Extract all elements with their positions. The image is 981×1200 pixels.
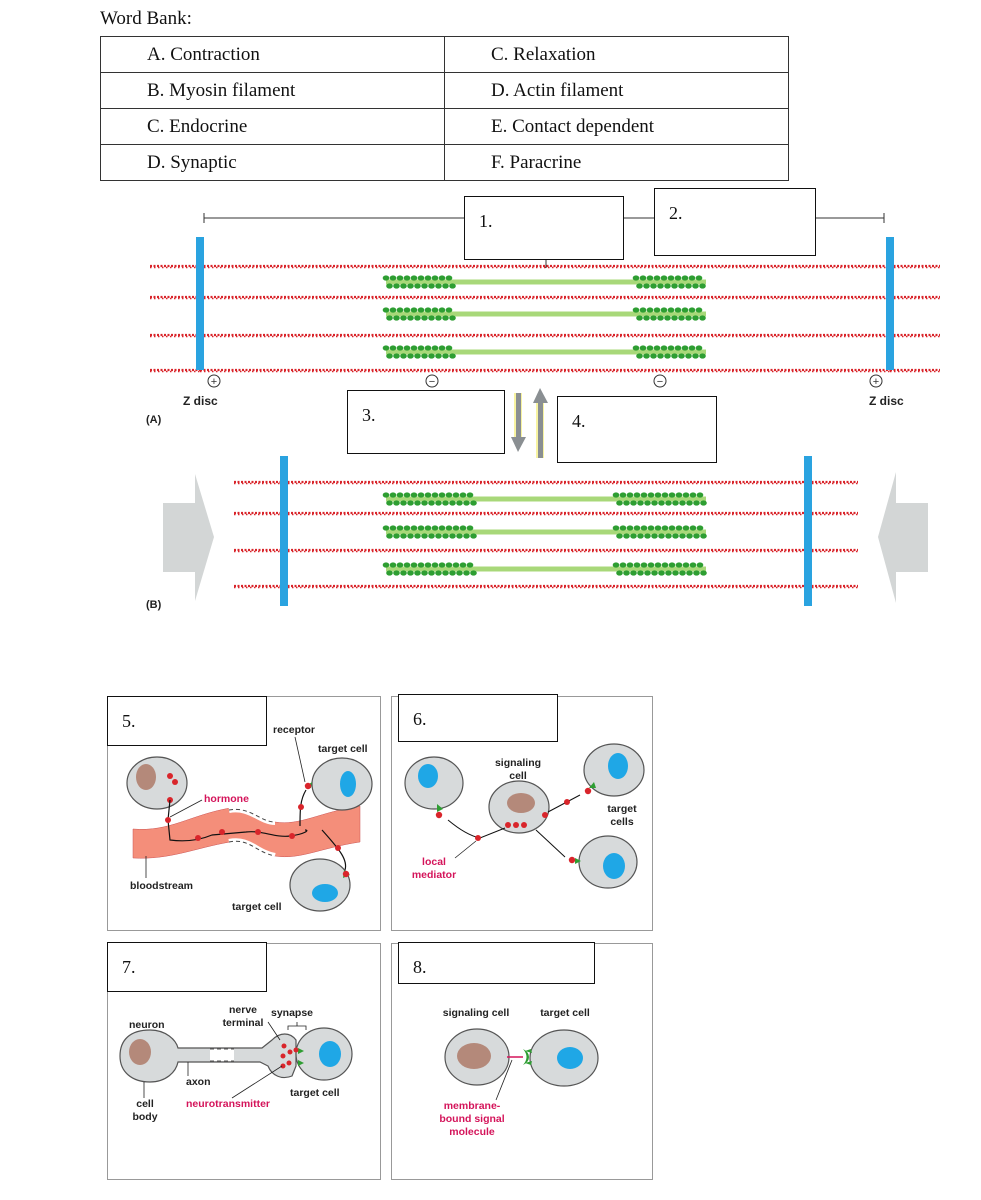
minus-charge-right <box>654 375 666 388</box>
answer-box-number: 2. <box>669 203 683 223</box>
actin-filament <box>150 370 200 372</box>
sarcomere-contracted <box>234 456 858 606</box>
word-bank-table <box>100 36 789 181</box>
word-bank-title: Word Bank: <box>100 8 192 29</box>
z-disc <box>280 456 288 606</box>
actin-filament <box>890 266 940 268</box>
actin-filament <box>234 513 284 515</box>
word-bank-cell: F. Paracrine <box>445 145 789 181</box>
answer-box-5[interactable] <box>107 696 267 746</box>
nucleus <box>136 764 156 790</box>
word-bank-cell: A. Contraction <box>101 37 445 73</box>
membrane-bound-label-line3: molecule <box>449 1126 495 1138</box>
svg-text:+: + <box>872 376 880 388</box>
synapse-label: synapse <box>271 1007 314 1019</box>
cell-body-label-line2: body <box>132 1111 158 1123</box>
receptor-label: receptor <box>273 724 316 736</box>
actin-filament <box>234 586 284 588</box>
membrane-bound-label-line2: bound signal <box>439 1113 505 1125</box>
actin-filament <box>808 482 858 484</box>
answer-box-number: 8. <box>413 957 427 977</box>
relaxation-arrow-icon <box>533 388 548 458</box>
nerve-terminal-label-line2: terminal <box>222 1017 264 1029</box>
local-mediator-label: local <box>422 856 446 868</box>
myosin-filament <box>383 307 706 320</box>
word-bank-cell: C. Endocrine <box>101 109 445 145</box>
answer-box-7[interactable] <box>107 942 267 992</box>
actin-filament <box>200 335 890 337</box>
panel-b-label: (B) <box>146 599 162 611</box>
panel-a-label: (A) <box>146 414 162 426</box>
word-bank-cell: E. Contact dependent <box>445 109 789 145</box>
actin-filament <box>200 297 890 299</box>
actin-filament <box>200 266 890 268</box>
answer-box-8[interactable] <box>398 942 595 984</box>
actin-filament <box>284 550 808 552</box>
z-disc <box>196 237 204 370</box>
z-disc-label-left: Z disc <box>183 394 218 408</box>
word-bank-cell: B. Myosin filament <box>101 73 445 109</box>
contraction-arrow-icon <box>511 393 526 452</box>
word-bank-cell: D. Synaptic <box>101 145 445 181</box>
z-disc-label-right: Z disc <box>869 394 904 408</box>
membrane-bound-label: membrane- <box>443 1100 501 1112</box>
bloodstream-label: bloodstream <box>130 880 194 892</box>
push-arrow-left-icon <box>163 474 214 601</box>
word-bank-cell: C. Relaxation <box>445 37 789 73</box>
actin-filament <box>808 513 858 515</box>
local-mediator-label-line2: mediator <box>411 869 457 881</box>
endocrine-signaling-cell <box>127 757 187 809</box>
actin-filament <box>150 297 200 299</box>
target-cells-label: target <box>607 803 637 815</box>
nerve-terminal-label: nerve <box>228 1004 258 1016</box>
hormone-label: hormone <box>204 793 249 805</box>
actin-filament <box>890 370 940 372</box>
svg-text:−: − <box>656 376 664 388</box>
myosin-filament <box>383 562 707 575</box>
actin-filament <box>808 550 858 552</box>
answer-box-3[interactable] <box>347 390 505 454</box>
actin-filament <box>200 370 890 372</box>
answer-box-number: 7. <box>122 957 136 977</box>
actin-filament <box>890 297 940 299</box>
actin-filament <box>150 335 200 337</box>
target-cell-bottom-label: target cell <box>232 901 282 913</box>
answer-box-number: 6. <box>413 709 427 729</box>
actin-filament <box>890 335 940 337</box>
actin-filament <box>234 550 284 552</box>
z-disc <box>886 237 894 370</box>
answer-box-6[interactable] <box>398 694 558 742</box>
answer-box-number: 1. <box>479 211 493 231</box>
signaling-cell-label-line2: cell <box>509 770 527 782</box>
table-row <box>101 73 789 109</box>
push-arrow-right-icon <box>878 472 928 603</box>
svg-text:+: + <box>210 376 218 388</box>
target-cell-top-label: target cell <box>318 743 368 755</box>
neuron-label: neuron <box>129 1019 165 1031</box>
svg-text:−: − <box>428 376 436 388</box>
answer-box-1[interactable] <box>464 196 624 260</box>
answer-box-number: 4. <box>572 411 586 431</box>
actin-filament <box>284 513 808 515</box>
minus-charge-left <box>426 375 438 388</box>
table-row <box>101 145 789 181</box>
actin-filament <box>150 266 200 268</box>
answer-box-number: 3. <box>362 405 376 425</box>
myosin-filament <box>383 525 707 538</box>
table-row <box>101 109 789 145</box>
myosin-filament <box>383 275 706 288</box>
contact-target-cell-label: target cell <box>540 1007 590 1019</box>
word-bank-cell: D. Actin filament <box>445 73 789 109</box>
contact-signaling-cell-label: signaling cell <box>442 1007 510 1019</box>
signaling-cell-label: signaling <box>494 757 542 769</box>
plus-charge-right <box>870 375 882 388</box>
target-cells-label-line2: cells <box>610 816 634 828</box>
cell-body-label: cell <box>136 1098 154 1110</box>
actin-filament <box>284 482 808 484</box>
actin-filament <box>808 586 858 588</box>
synaptic-target-cell-label: target cell <box>290 1087 340 1099</box>
actin-filament <box>284 586 808 588</box>
answer-box-number: 5. <box>122 711 136 731</box>
actin-filament <box>234 482 284 484</box>
z-disc <box>804 456 812 606</box>
answer-box-2[interactable] <box>654 188 816 256</box>
plus-charge-left <box>208 375 220 388</box>
table-row <box>101 37 789 73</box>
myosin-filament <box>383 492 707 505</box>
myosin-filament <box>383 345 706 358</box>
axon-label: axon <box>186 1076 211 1088</box>
answer-box-4[interactable] <box>557 396 717 463</box>
neurotransmitter-label: neurotransmitter <box>186 1098 271 1110</box>
